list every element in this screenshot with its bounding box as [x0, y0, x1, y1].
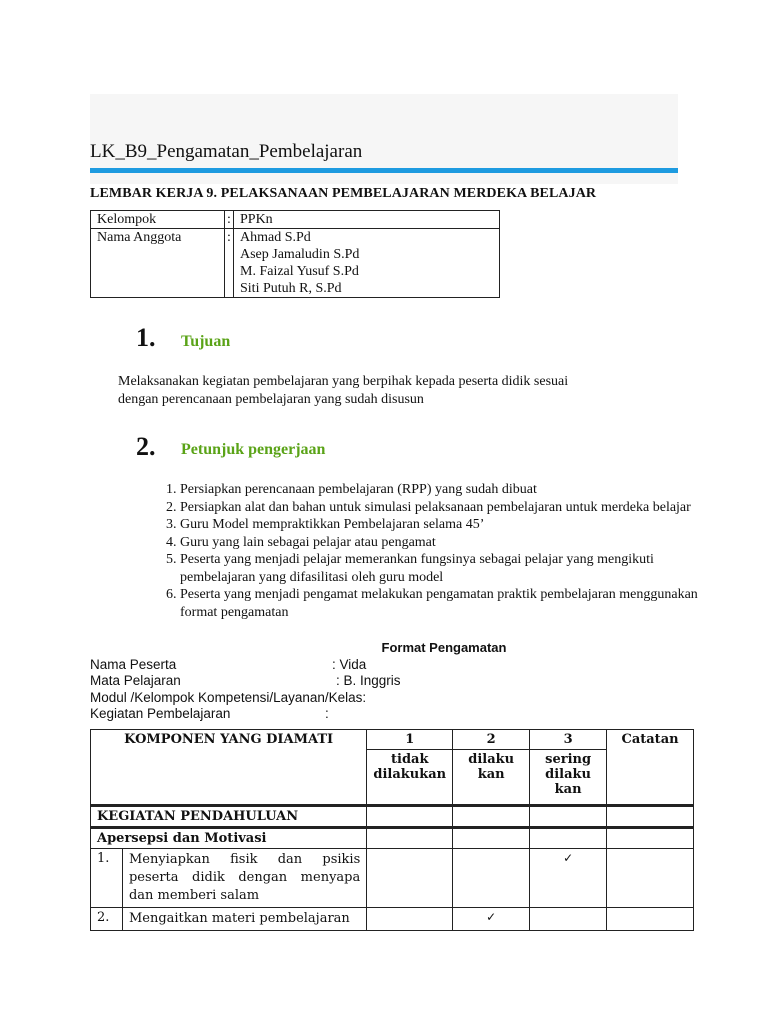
empty-cell [367, 908, 453, 931]
empty-cell [530, 908, 607, 931]
mata-pelajaran-label: Mata Pelajaran [90, 673, 181, 688]
empty-cell [607, 908, 694, 931]
komponen-header: KOMPONEN YANG DIAMATI [91, 730, 367, 806]
sering-dilakukan-header: sering dilaku kan [530, 750, 607, 806]
list-item: 5. Peserta yang menjadi pelajar memerankan fungsinya sebagai pelajar yang mengikuti pembelajaran yang difasilitasi oleh guru model [180, 551, 700, 586]
empty-cell [607, 849, 694, 908]
anggota-name: M. Faizal Yusuf S.Pd [240, 264, 359, 279]
list-item: 4. Guru yang lain sebagai pelajar atau pengamat [180, 534, 700, 552]
kelompok-label: Kelompok [91, 211, 225, 229]
anggota-name: Siti Putuh R, S.Pd [240, 281, 342, 296]
modul-label: Modul /Kelompok Kompetensi/Layanan/Kelas: [90, 690, 367, 705]
kegiatan-field [90, 706, 329, 722]
empty-cell [607, 806, 694, 828]
observation-table [90, 729, 694, 931]
instruction-list [148, 481, 700, 621]
empty-cell [453, 849, 530, 908]
col-1-header: 1 [367, 730, 453, 750]
section-1-title: Tujuan [181, 333, 231, 350]
apersepsi-motivasi: Apersepsi dan Motivasi [91, 828, 367, 849]
section-row [91, 806, 694, 828]
format-title: Format Pengamatan [381, 640, 507, 655]
empty-cell [453, 828, 530, 849]
table-row [91, 849, 694, 908]
checkmark-icon: ✓ [453, 908, 530, 931]
row-text: Menyiapkan fisik dan psikis peserta didik dengan menyapa dan memberi salam [122, 849, 366, 908]
empty-cell [530, 806, 607, 828]
anggota-row [91, 229, 500, 298]
group-info-table [90, 210, 500, 298]
anggota-name: Ahmad S.Pd [240, 230, 311, 245]
kelompok-value: PPKn [234, 211, 500, 229]
empty-cell [367, 828, 453, 849]
worksheet-heading: LEMBAR KERJA 9. PELAKSANAAN PEMBELAJARAN MERDEKA BELAJAR [90, 186, 597, 201]
section-1-text [118, 373, 638, 409]
empty-cell [453, 806, 530, 828]
empty-cell [367, 849, 453, 908]
list-item: 6. Peserta yang menjadi pengamat melakukan pengamatan praktik pembelajaran menggunakan format pengamatan [180, 586, 700, 621]
empty-cell [530, 828, 607, 849]
section-2-title: Petunjuk pengerjaan [181, 441, 326, 458]
document-title: LK_B9_Pengamatan_Pembelajaran [90, 141, 363, 162]
section-1-line: dengan perencanaan pembelajaran yang sudah disusun [118, 392, 424, 407]
list-item: 1. Persiapkan perencanaan pembelajaran (RPP) yang sudah dibuat [180, 481, 700, 499]
anggota-label: Nama Anggota [91, 229, 225, 298]
row-number: 1. [91, 849, 123, 908]
title-underline [90, 168, 678, 173]
kegiatan-pendahuluan: KEGIATAN PENDAHULUAN [91, 806, 367, 828]
nama-peserta-label: Nama Peserta [90, 657, 177, 672]
separator: : [225, 211, 234, 229]
subsection-row [91, 828, 694, 849]
header-row [91, 730, 694, 750]
nama-peserta-value: : Vida [332, 657, 367, 672]
table-row [91, 908, 694, 931]
list-item: 2. Persiapkan alat dan bahan untuk simulasi pelaksanaan pembelajaran untuk merdeka belajar [180, 499, 700, 517]
catatan-header: Catatan [607, 730, 694, 806]
kelompok-row [91, 211, 500, 229]
section-2-number: 2. [136, 432, 156, 461]
col-2-header: 2 [453, 730, 530, 750]
kegiatan-value: : [325, 706, 329, 721]
checkmark-icon: ✓ [530, 849, 607, 908]
section-1-number: 1. [136, 323, 156, 352]
mata-pelajaran-value: : B. Inggris [336, 673, 401, 688]
row-text: Mengaitkan materi pembelajaran [122, 908, 366, 931]
kegiatan-label: Kegiatan Pembelajaran [90, 706, 231, 721]
tidak-dilakukan-header: tidak dilakukan [367, 750, 453, 806]
empty-cell [367, 806, 453, 828]
col-3-header: 3 [530, 730, 607, 750]
dilakukan-header: dilaku kan [453, 750, 530, 806]
anggota-list [234, 229, 500, 298]
row-number: 2. [91, 908, 123, 931]
modul-field [90, 690, 366, 706]
anggota-name: Asep Jamaludin S.Pd [240, 247, 360, 262]
separator: : [225, 229, 234, 298]
mata-pelajaran-field [90, 673, 401, 689]
nama-peserta-field [90, 657, 367, 673]
list-item: 3. Guru Model mempraktikkan Pembelajaran selama 45’ [180, 516, 700, 534]
section-1-line: Melaksanakan kegiatan pembelajaran yang berpihak kepada peserta didik sesuai [118, 374, 569, 389]
empty-cell [607, 828, 694, 849]
